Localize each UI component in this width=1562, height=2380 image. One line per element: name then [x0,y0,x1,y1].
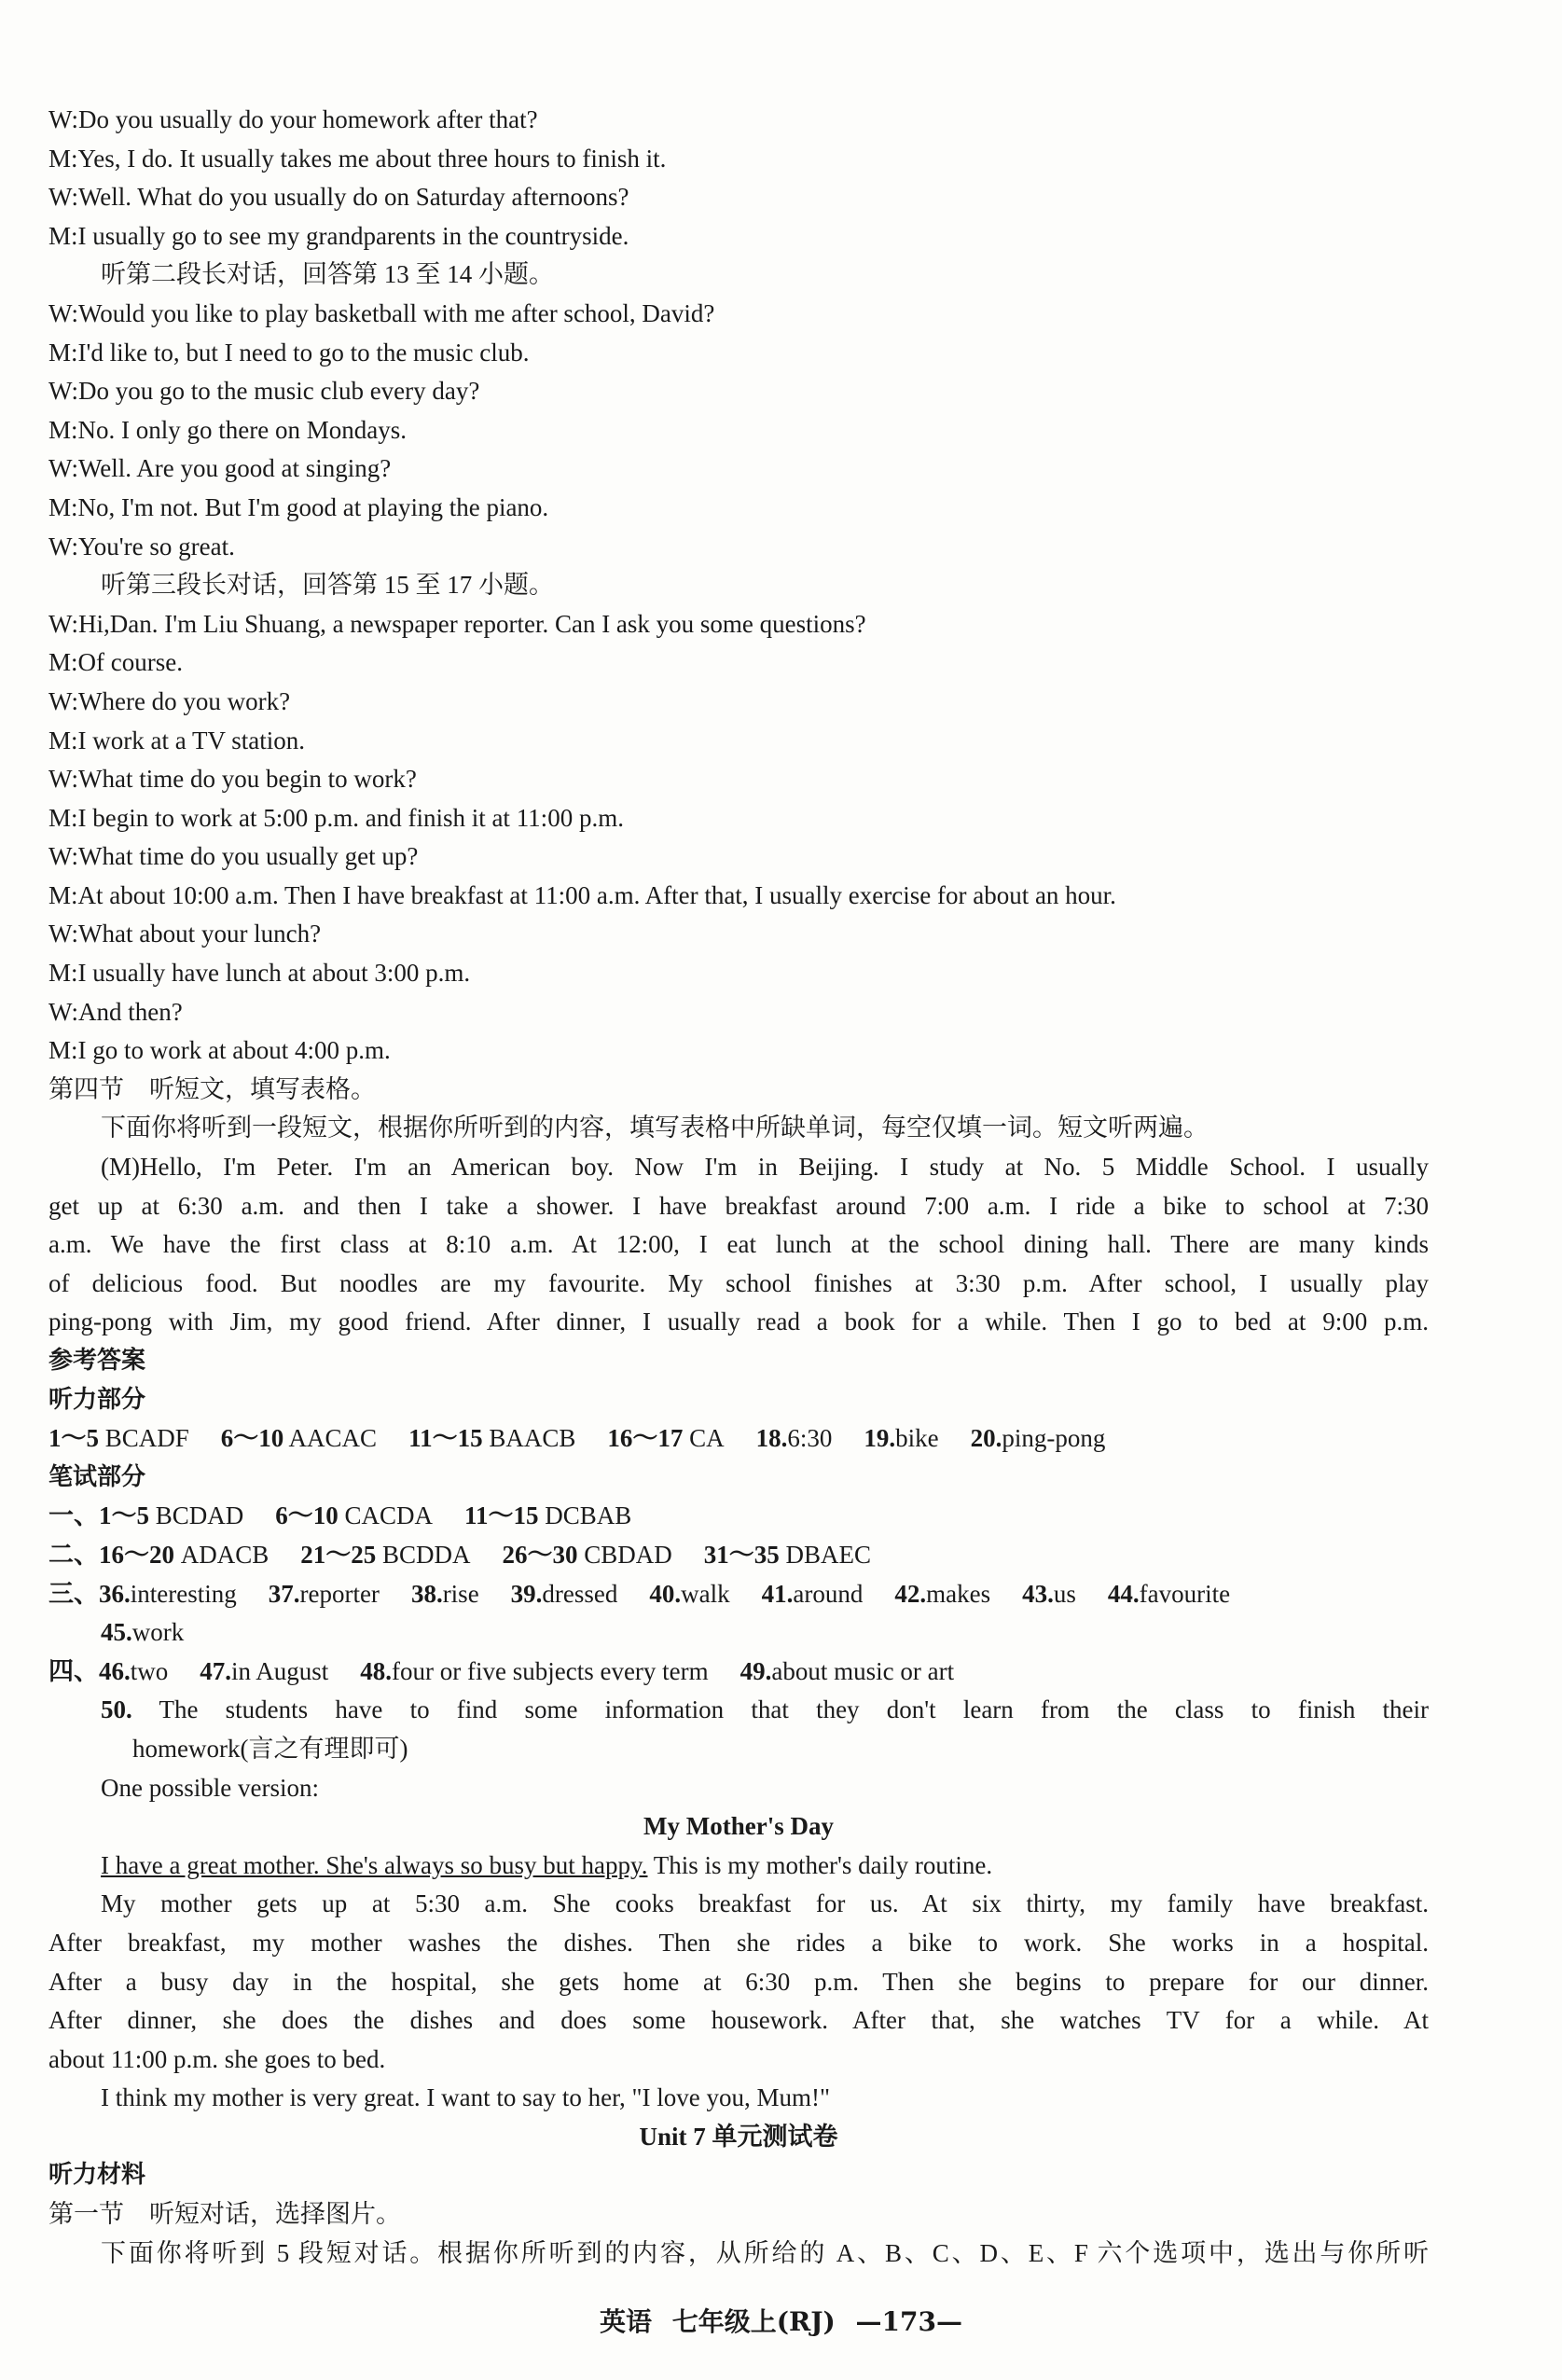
passage-line: a.m. We have the first class at 8:10 a.m. At 12:00, I eat lunch at the school dining hall. There are many kinds [48,1230,1429,1259]
dialogue-line: W:What about your lunch? [48,920,322,948]
dialogue-line: W:You're so great. [48,532,235,560]
answer-number: 45. [101,1618,132,1647]
section4-instruction: 下面你将听到一段短文，根据你所听到的内容，填写表格中所缺单词，每空仅填一词。短文听两遍。 [101,1114,1209,1142]
answer-range-label: 11～15 [464,1501,539,1530]
answer-value: CBDAD [584,1540,672,1569]
answer-value: BAACB [489,1424,576,1453]
essay-line: After a busy day in the hospital, she gets home at 6:30 p.m. Then she begins to prepare for our dinner. [48,1967,1429,1996]
answer-number: 43. [1022,1579,1054,1608]
answer-number: 42. [894,1579,927,1608]
essay-line: about 11:00 p.m. she goes to bed. [48,2044,386,2073]
page-content [48,101,1429,2273]
part-prefix: 一、 [48,1501,99,1530]
answer-number: 46. [99,1656,131,1685]
answer-number: 49. [740,1656,772,1685]
passage-line: of delicious food. But noodles are my favourite. My school finishes at 3:30 p.m. After school, I usually play [48,1268,1429,1297]
answer-value: rise [442,1579,479,1608]
essay-line: My mother gets up at 5:30 a.m. She cooks breakfast for us. At six thirty, my family have breakfast. [101,1889,1429,1918]
answer-range-label: 16～20 [99,1540,174,1569]
part-prefix: 三、 [48,1579,99,1608]
dialogue-line: M:I'd like to, but I need to go to the music club. [48,338,530,367]
dialogue-line: M:At about 10:00 a.m. Then I have breakfast at 11:00 a.m. After that, I usually exercise for about an hour. [48,880,1116,909]
answer-number: 18. [755,1424,788,1453]
dialogue-line: M:Yes, I do. It usually takes me about three hours to finish it. [48,144,667,173]
listening-material-title: 听力材料 [48,2161,146,2190]
essay-text: This is my mother's daily routine. [647,1850,993,1879]
answer-number: 40. [649,1579,682,1608]
part3-answers-cont [48,1613,1429,1653]
answer-value: The students have to find some information that they don't learn from the class to finish their [159,1695,1429,1724]
passage-line: get up at 6:30 a.m. and then I take a shower. I have breakfast around 7:00 a.m. I ride a bike to school at 7:30 [48,1191,1429,1220]
dialogue-line: W:Do you go to the music club every day? [48,377,480,406]
answer-value: walk [681,1579,730,1608]
dialogue-line: W:Would you like to play basketball with me after school, David? [48,298,715,327]
answer-value: work [131,1618,185,1647]
answer-value: favourite [1139,1579,1231,1608]
answer-range-label: 1～5 [48,1424,99,1453]
section1-instruction: 下面你将听到 5 段短对话。根据你所听到的内容，从所给的 A、B、C、D、E、F 六个选项中，选出与你所听 [101,2238,1429,2267]
answer-number: 50. [101,1695,132,1724]
answer-value: CACDA [344,1501,434,1530]
dialogue-line: M:Of course. [48,648,183,677]
dialogue-line: W:Where do you work? [48,686,291,715]
part1-answers [48,1497,1429,1536]
answer-value: ping-pong [1002,1424,1106,1453]
answer-value: bike [895,1424,939,1453]
essay-line: After dinner, she does the dishes and does some housework. After that, she watches TV for a while. At [48,2006,1429,2035]
dialogue-line: W:Well. What do you usually do on Saturday afternoons? [48,183,629,212]
answer-value: AACAC [288,1424,378,1453]
listening-title: 听力部分 [48,1385,146,1414]
answers-title: 参考答案 [48,1347,146,1375]
answer-value: makes [926,1579,991,1608]
dialogue-line: M:I usually have lunch at about 3:00 p.m. [48,959,471,988]
part3-answers [48,1575,1429,1614]
passage-line: ping-pong with Jim, my good friend. After dinner, I usually read a book for a while. Then I go to bed at 9:00 p.m. [48,1308,1429,1336]
written-title: 笔试部分 [48,1462,146,1491]
answer-range-label: 21～25 [300,1540,377,1569]
dialogue3-instruction: 听第三段长对话，回答第 15 至 17 小题。 [101,571,554,600]
part2-answers [48,1536,1429,1575]
part4-answers [48,1653,1429,1692]
answer-value: dressed [542,1579,618,1608]
answer-range-label: 1～5 [99,1501,149,1530]
dialogue-line: M:No, I'm not. But I'm good at playing the piano. [48,492,549,521]
answer-value: us [1053,1579,1076,1608]
answer-number: 47. [200,1656,231,1685]
question50-line-cont: homework(言之有理即可) [132,1734,408,1763]
answer-range-label: 6～10 [275,1501,339,1530]
answer-range-label: 31～35 [703,1540,780,1569]
answer-value: reporter [299,1579,380,1608]
answer-value: DCBAB [545,1501,632,1530]
section1-title: 第一节 听短对话，选择图片。 [48,2200,401,2229]
dialogue-line: M:I begin to work at 5:00 p.m. and finish it at 11:00 p.m. [48,803,624,832]
dialogue-line: M:I usually go to see my grandparents in the countryside. [48,221,629,250]
answer-number: 36. [99,1579,131,1608]
listening-answers [48,1419,1429,1459]
answer-number: 41. [761,1579,794,1608]
passage-line: (M)Hello, I'm Peter. I'm an American boy. Now I'm in Beijing. I study at No. 5 Middle School. I usually [101,1153,1429,1182]
unit-title: Unit 7 单元测试卷 [639,2122,838,2151]
answer-value: about music or art [771,1656,955,1685]
essay-paragraph-1 [48,1847,1429,1886]
answer-number: 20. [970,1424,1002,1453]
dialogue-line: W:Well. Are you good at singing? [48,454,392,483]
section4-title: 第四节 听短文，填写表格。 [48,1074,376,1103]
underlined-sentence: I have a great mother. She's always so busy but happy. [101,1850,648,1879]
question50-line [48,1691,1429,1730]
answer-value: two [130,1656,169,1685]
answer-value: four or five subjects every term [392,1656,709,1685]
answer-range-label: 26～30 [502,1540,578,1569]
dialogue-line: W:Do you usually do your homework after that? [48,105,538,133]
dialogue2-instruction: 听第二段长对话，回答第 13 至 14 小题。 [101,260,554,289]
answer-number: 37. [268,1579,300,1608]
essay-title: My Mother's Day [643,1812,834,1841]
dialogue-line: M:I work at a TV station. [48,726,305,754]
answer-number: 19. [864,1424,896,1453]
essay-paragraph-3: I think my mother is very great. I want to say to her, "I love you, Mum!" [101,2083,831,2112]
answer-number: 39. [510,1579,543,1608]
answer-number: 48. [360,1656,393,1685]
answer-number: 44. [1107,1579,1140,1608]
part-prefix: 二、 [48,1540,99,1569]
dialogue-line: M:I go to work at about 4:00 p.m. [48,1036,391,1065]
dialogue-line: W:Hi,Dan. I'm Liu Shuang, a newspaper reporter. Can I ask you some questions? [48,609,866,638]
version-label: One possible version: [101,1773,319,1802]
page-number: —173— [855,2306,962,2337]
answer-range-label: 11～15 [408,1424,483,1453]
answer-value: CA [689,1424,725,1453]
answer-value: 6:30 [787,1424,833,1453]
answer-value: BCDAD [155,1501,244,1530]
essay-line: After breakfast, my mother washes the dishes. Then she rides a bike to work. She works in a hospital. [48,1928,1429,1957]
page-footer [0,2302,1562,2339]
answer-range-label: 6～10 [220,1424,284,1453]
footer-subject: 英语 [600,2306,653,2337]
dialogue-line: M:No. I only go there on Mondays. [48,415,407,444]
answer-value: interesting [130,1579,237,1608]
part-prefix: 四、 [48,1656,99,1685]
dialogue-line: W:What time do you usually get up? [48,842,419,871]
answer-value: in August [231,1656,329,1685]
answer-value: DBAEC [785,1540,872,1569]
answer-value: BCDDA [382,1540,471,1569]
dialogue-line: W:What time do you begin to work? [48,765,417,794]
answer-value: around [793,1579,864,1608]
footer-grade: 七年级上(RJ) [671,2306,836,2337]
answer-value: ADACB [180,1540,270,1569]
answer-number: 38. [410,1579,443,1608]
answer-value: BCADF [104,1424,189,1453]
answer-range-label: 16～17 [607,1424,684,1453]
dialogue-line: W:And then? [48,997,183,1026]
